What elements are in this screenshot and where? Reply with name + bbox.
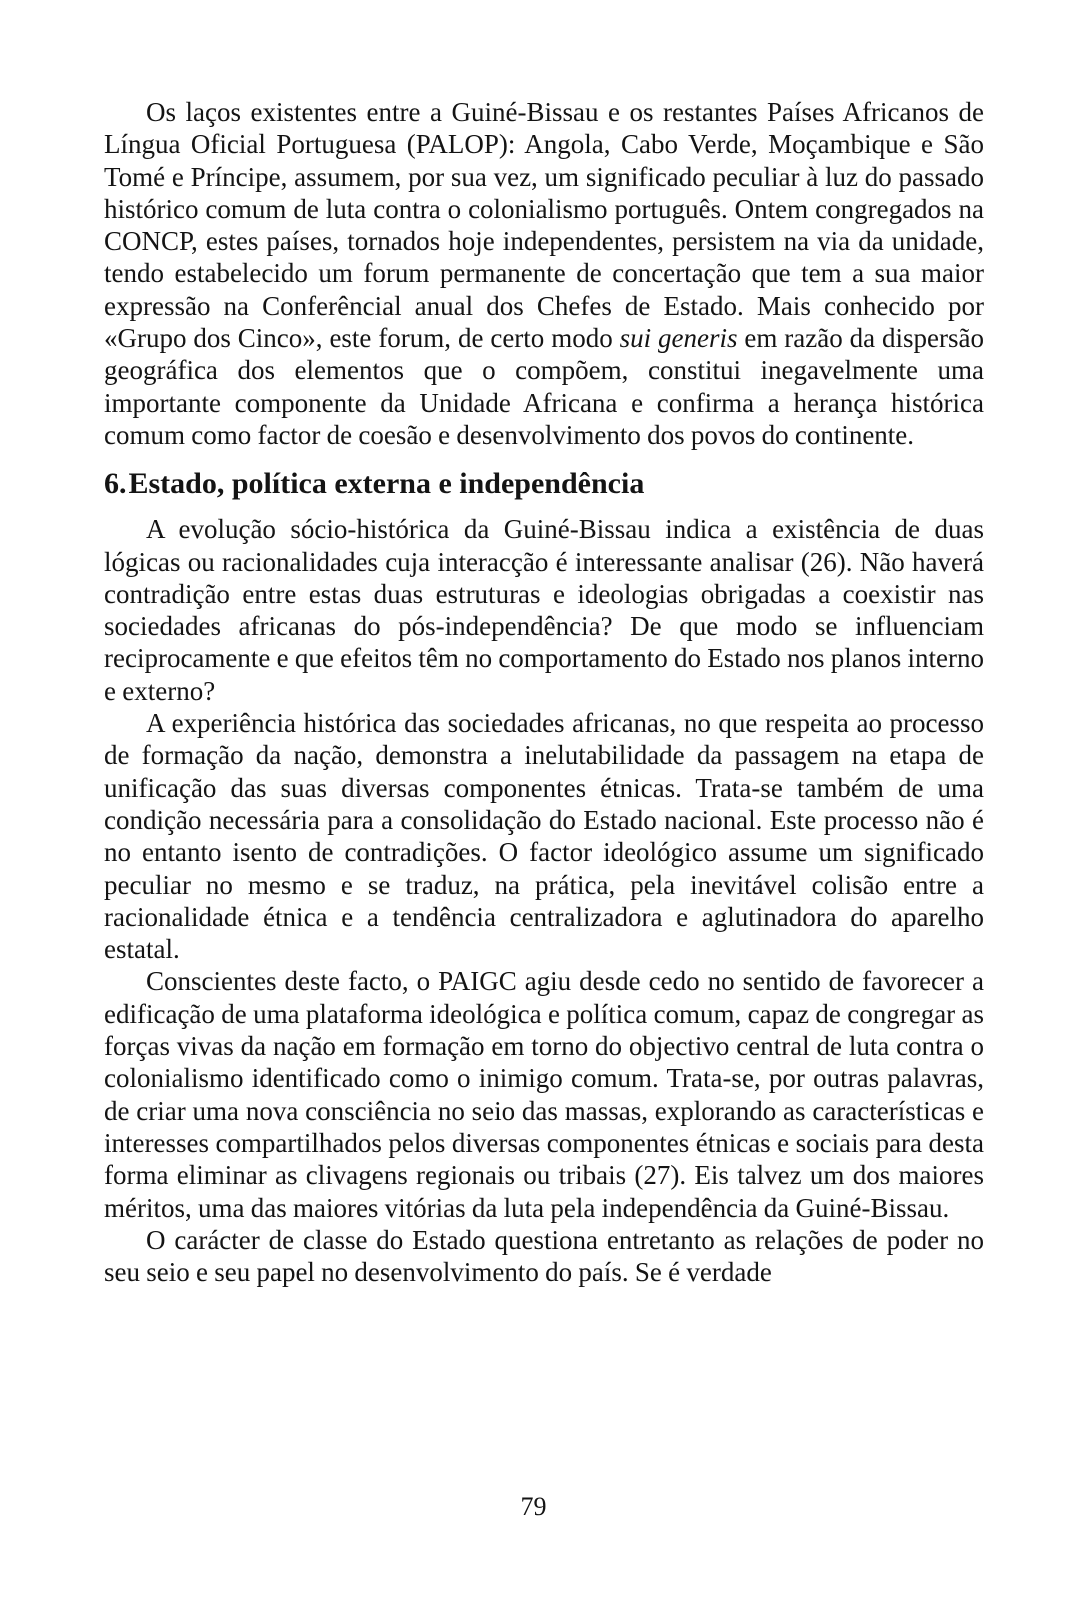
paragraph-1: A evolução sócio-histórica da Guiné-Bissau indica a existência de duas lógicas ou racionalidades cuja interacção é interessante analisar (26). Não haverá contradição entre estas duas estruturas e ideologias obrigadas a coexistir nas sociedades africanas do pós-independência? De que modo se influenciam reciprocamente e que efeitos têm no comportamento do Estado nos planos interno e externo? xyxy=(104,514,984,706)
section-heading xyxy=(104,465,984,503)
paragraph-palop-text: Os laços existentes entre a Guiné-Bissau e os restantes Países Africanos de Língua Oficial Portuguesa (PALOP): Angola, Cabo Verde, Moçambique e São Tomé e Príncipe, assumem, por sua vez, um significado peculiar à luz do passado histórico comum de luta contra o colonialismo português. Ontem congregados na CONCP, estes países, tornados hoje independentes, persistem na via da unidade, tendo estabelecido um forum permanente de concertação que tem a sua maior expressão na Conferêncial anual dos Chefes de Estado. Mais conhecido por «Grupo dos Cinco», este forum, de certo modo xyxy=(104,97,984,354)
paragraph-palop-continuation: em razão da dispersão geográfica dos elementos que o compõem, constitui inegavelmente uma importante componente da Unidade Africana e confirma a herança histórica comum como factor de coesão e desenvolvimento dos povos do continente. xyxy=(104,323,985,450)
paragraph-4: O carácter de classe do Estado questiona entretanto as relações de poder no seu seio e seu papel no desenvolvimento do país. Se é verdade xyxy=(104,1224,984,1288)
section-title: Estado, política externa e independência xyxy=(128,467,645,501)
italic-phrase: sui generis xyxy=(619,323,738,354)
page-number: 79 xyxy=(520,1492,547,1521)
paragraph-2: A experiência histórica das sociedades africanas, no que respeita ao processo de formação da nação, demonstra a inelutabilidade da passagem na etapa de unificação das suas diversas componentes étnicas. Trata-se também de uma condição necessária para a consolidação do Estado nacional. Este processo não é no entanto isento de contradições. O factor ideológico assume um significado peculiar no mesmo e se traduz, na prática, pela inevitável colisão entre a racionalidade étnica e a tendência centralizadora e aglutinadora do aparelho estatal. xyxy=(104,708,984,965)
section-number: 6. xyxy=(104,467,127,501)
paragraph-3: Conscientes deste facto, o PAIGC agiu desde cedo no sentido de favorecer a edificação de uma plataforma ideológica e política comum, capaz de congregar as forças vivas da nação em formação em torno do objectivo central de luta contra o colonialismo identificado como o inimigo comum. Trata-se, por outras palavras, de criar uma nova consciência no seio das massas, explorando as características e interesses compartilhados pelos diversas componentes étnicas e sociais para desta forma eliminar as clivagens regionais ou tribais (27). Eis talvez um dos maiores méritos, uma das maiores vitórias da luta pela independência da Guiné-Bissau. xyxy=(104,966,984,1223)
page-body xyxy=(104,96,984,1288)
paragraph-palop xyxy=(104,96,984,451)
